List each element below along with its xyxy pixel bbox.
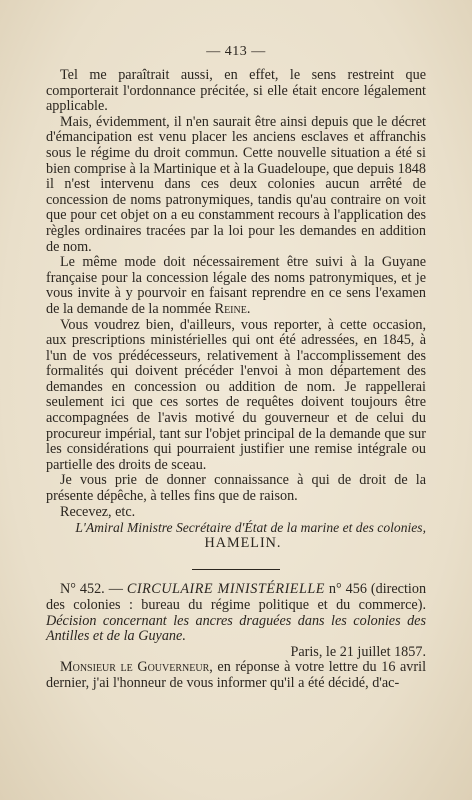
paragraph-2: Mais, évidemment, il n'en saurait être ainsi depuis que le décret d'émancipation est venu placer les anciens esclaves et affranchis sous le régime du droit commun. Cette nouvelle situation a été si bien comprise à la Martinique et à la Guadeloupe, que depuis 1848 il n'est intervenu dans ces deux colonies aucun arrêté de concession de noms patronymiques, tandis qu'au contraire on voit que pour cet objet on a eu constamment recours à l'application des règles ordinaires tracées par la loi pour les demandes en addition de nom. [46, 113, 426, 255]
named-person: Reine [214, 300, 247, 317]
paragraph-3-text: Le même mode doit nécessairement être suivi à la Guyane française pour la concession légale des noms patronymiques, et je vous invite à y pourvoir en faisant reprendre en ce sens l'examen de la demande de la nommée [46, 254, 426, 317]
paragraph-6: Recevez, etc. [60, 503, 136, 520]
letter-opening [46, 660, 426, 691]
signature-name: HAMELIN. [204, 534, 282, 551]
section-divider [192, 569, 280, 570]
circular-number: N° 452. — [60, 581, 123, 598]
circular-subject: Décision concernant les ancres draguées dans les colonies des Antilles et de la Guyane. [46, 612, 426, 645]
circular-ref: n° 456 (direction des colonies : bureau du régime politique et du commerce). [46, 581, 427, 613]
paragraph-5: Je vous prie de donner connaissance à qui de droit de la présente dépêche, à telles fins que de raison. [46, 472, 426, 505]
paragraph-4: Vous voudrez bien, d'ailleurs, vous reporter, à cette occasion, aux prescriptions ministérielles qui ont été adressées, en 1845, à l'un de vos prédécesseurs, relativement à l'accomplissement des formalités qui doivent précéder l'envoi à mon département des demandes en concession ou addition de nom. Je rappellerai seulement ici que ces sortes de requêtes doivent toujours être accompagnées de l'avis motivé du gouverneur et de celui du procureur impérial, tant sur l'objet principal de la demande que sur les considérations qui pourraient justifier une remise intégrale ou partielle des droits de sceau. [46, 316, 426, 473]
paragraph-3: Le même mode doit nécessairement être suivi à la Guyane française pour la concession légale des noms patronymiques, et je vous invite à y pourvoir en faisant reprendre en ce sens l'examen de la demande de la nommée Reine. [46, 254, 426, 317]
circular-title: CIRCULAIRE MINISTÉRIELLE [126, 581, 325, 598]
dateline: Paris, le 21 juillet 1857. [290, 643, 426, 660]
signature-title: L'Amiral Ministre Secrétaire d'État de la marine et des colonies, [75, 520, 426, 536]
page-number: — 413 — [206, 44, 266, 59]
salutation: Monsieur le Gouverneur, [60, 659, 213, 676]
page-body [46, 68, 426, 692]
letter-text: en réponse à votre lettre du 16 avril dernier, j'ai l'honneur de vous informer qu'il a été décidé, d'ac- [46, 659, 427, 691]
circular-heading [46, 582, 426, 644]
paragraph-1: Tel me paraîtrait aussi, en effet, le sens restreint que comporterait l'ordonnance précitée, si elle était encore légalement applicable. [46, 67, 426, 115]
